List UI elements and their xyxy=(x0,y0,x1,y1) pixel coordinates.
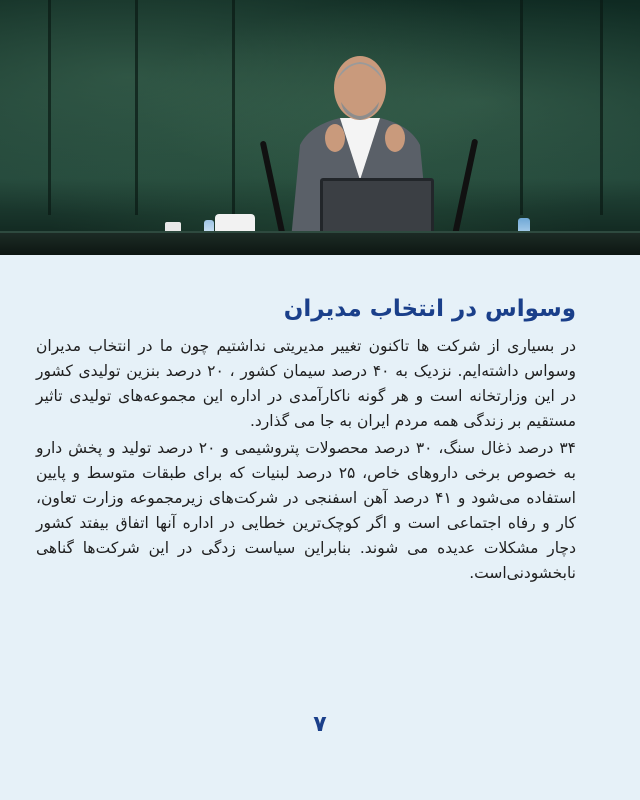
wall-panel-line xyxy=(520,0,523,215)
article-content xyxy=(36,292,576,588)
wall-panel-line xyxy=(135,0,138,215)
desk xyxy=(0,231,640,255)
wall-panel-line xyxy=(232,0,235,215)
article-paragraph: در بسیاری از شرکت ها تاکنون تغییر مدیریتی نداشتیم چون ما در انتخاب مدیران وسواس داشته‌ایم. نزدیک به ۴۰ درصد سیمان کشور ، ۲۰ درصد بنزین تولیدی کشور در این وزارتخانه است و هر گونه ناکارآمدی در اداره این مجموعه‌های تولیدی تاثیر مستقیم بر زندگی همه مردم ایران به جا می گذارد. xyxy=(36,337,576,430)
header-photo xyxy=(0,0,640,255)
article-paragraph: ۳۴ درصد ذغال سنگ، ۳۰ درصد محصولات پتروشیمی و ۲۰ درصد تولید و پخش دارو به خصوص برخی داروهای خاص، ۲۵ درصد لبنیات که برای طبقات متوسط و پایین استفاده می‌شود و ۴۱ درصد آهن اسفنجی در شرکت‌های زیرمجموعه وزارت تعاون، کار و رفاه اجتماعی است و اگر کوچک‌ترین خطایی در اداره آنها اتفاق بیفتد کشور دچار مشکلات عدیده می شوند. بنابراین سیاست زدگی در این شرکت‌ها گناهی نابخشودنی‌است. xyxy=(36,439,576,582)
page-number: ۷ xyxy=(313,712,327,737)
wall-panel-line xyxy=(48,0,51,215)
wall-panel-line xyxy=(600,0,603,215)
article-title: وسواس در انتخاب مدیران xyxy=(283,296,576,322)
